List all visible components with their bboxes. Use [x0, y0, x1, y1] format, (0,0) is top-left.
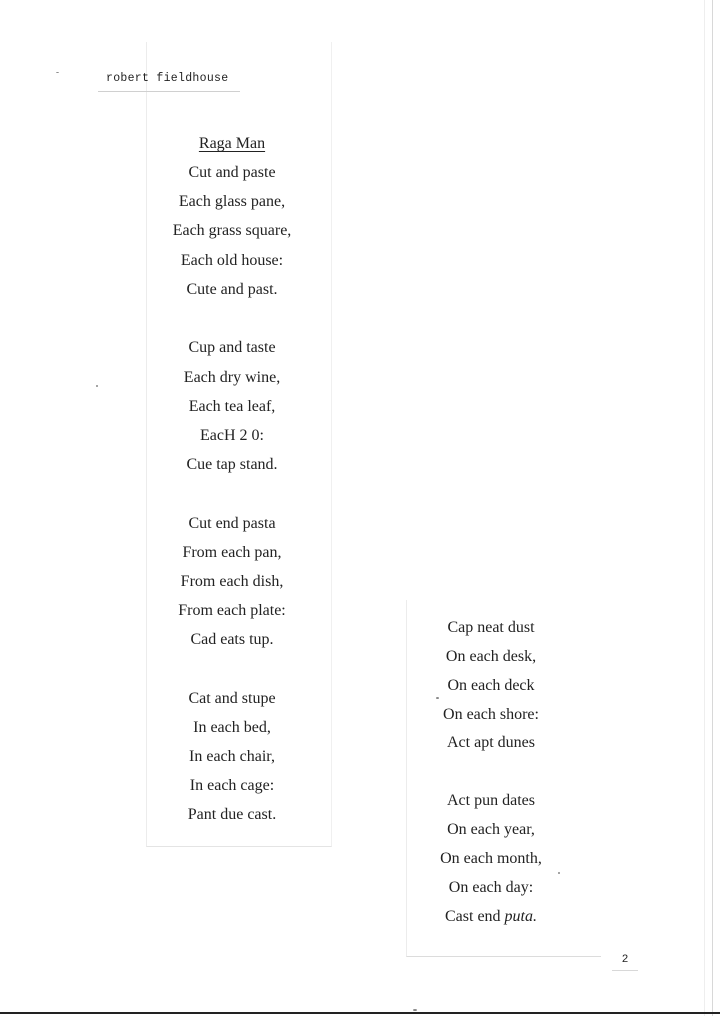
poem-last-line-italic: puta. — [504, 908, 537, 925]
poem-title: Raga Man — [198, 135, 266, 152]
poem-line: Cut and paste — [188, 164, 276, 181]
bottom-edge-rule — [0, 1012, 720, 1014]
poem-line: On each desk, — [445, 648, 537, 665]
poem-line: In each chair, — [189, 748, 275, 765]
poem-line: Cad eats tup. — [190, 631, 274, 648]
poem-line: On each day: — [448, 879, 534, 896]
poem-line: Act apt dunes — [447, 734, 535, 751]
poem-line: In each cage: — [189, 777, 275, 794]
scan-speck — [96, 385, 98, 387]
poem-line: Each old house: — [180, 252, 284, 269]
poem-line: In each bed, — [193, 719, 271, 736]
poem-line: Each tea leaf, — [188, 398, 276, 415]
poem-line: Each glass pane, — [178, 193, 286, 210]
poem-line: On each year, — [447, 821, 535, 838]
poem-line: Cut end pasta — [188, 515, 276, 532]
poem-line: Each dry wine, — [183, 369, 281, 386]
poem-line: Act pun dates — [447, 792, 535, 809]
poem-line: Cute and past. — [186, 281, 278, 298]
scan-speck — [558, 872, 560, 874]
poem-line: On each deck — [447, 677, 535, 694]
poem-line: On each shore: — [443, 706, 539, 723]
scan-speck — [436, 697, 439, 699]
poem-line: Cap neat dust — [447, 619, 535, 636]
poem-line: From each plate: — [178, 602, 286, 619]
poem-line: Each grass square, — [172, 222, 292, 239]
poem-line: On each month, — [440, 850, 542, 867]
scan-speck — [413, 1009, 417, 1011]
poem-line: From each pan, — [182, 544, 282, 561]
poem-line: EacH 2 0: — [200, 427, 264, 444]
page-edge-right-inner — [704, 0, 705, 1016]
author-label: robert fieldhouse — [98, 66, 240, 92]
poem-line: From each dish, — [180, 573, 284, 590]
page-edge-right — [712, 0, 713, 1016]
poem-line: Cup and taste — [188, 339, 276, 356]
poem-last-line-text: Cast end — [445, 908, 501, 925]
poem-line: Cat and stupe — [188, 690, 276, 707]
scan-speck — [56, 72, 59, 73]
poem-line: Cue tap stand. — [186, 456, 278, 473]
page-number: 2 — [612, 952, 638, 971]
poem-last-line — [406, 907, 576, 927]
poem-line: Pant due cast. — [187, 806, 277, 823]
